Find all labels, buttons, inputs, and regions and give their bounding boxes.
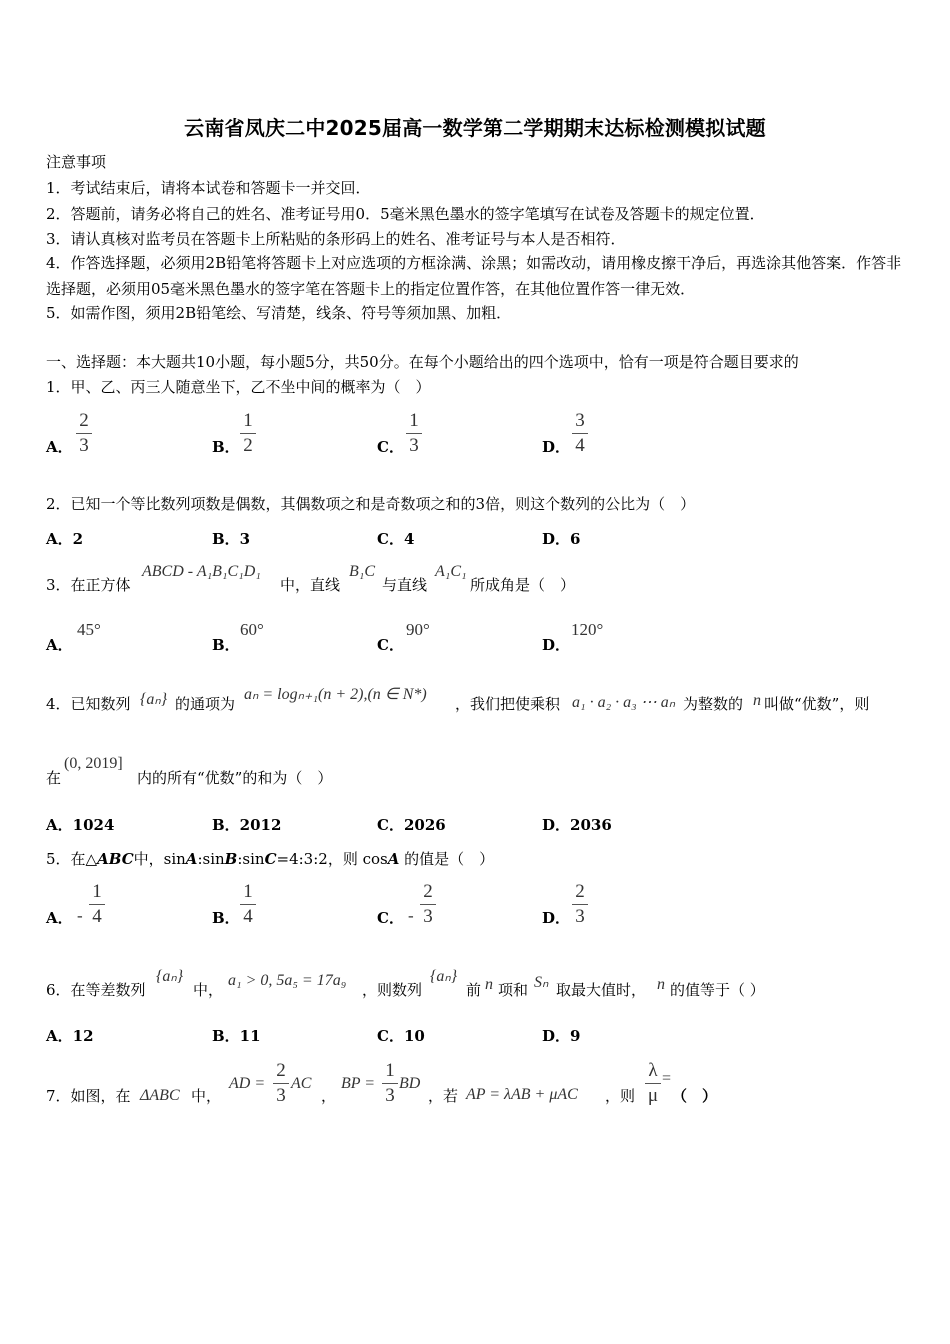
q7-stem-1: 7．如图，在 [46,1087,131,1105]
q6-option-d: D．9 [542,1027,581,1045]
q4-stem-7: 内的所有“优数”的和为（ ） [137,769,333,787]
note-item-3: 3．请认真核对监考员在答题卡上所粘贴的条形码上的姓名、准考证号与本人是否相符． [46,230,626,248]
q6-n: n [485,976,493,993]
q1-option-a-fraction: 2 3 [76,410,92,457]
q3-option-d-label: D． [542,636,571,654]
q5-option-c-label: C． [377,909,404,927]
q5-option-a-label: A． [46,909,73,927]
q7-stem-3: ， [321,1087,337,1105]
note-item-4: 4．作答选择题，必须用2B铅笔将答题卡上对应选项的方框涂满、涂黑；如需改动，请用橡皮擦干净后，再选涂其他答案．作答非选择题，必须用05毫米黑色墨水的签字笔在答题卡上的指定位置作答，在其他位置作答一律无效． [46,254,902,298]
q7-ratio-fraction: λ μ [645,1060,661,1107]
q6-stem-2: 中， [193,981,224,999]
q3-option-a-value: 45° [77,620,101,639]
q4-option-c: C．2026 [377,816,446,834]
q1-stem: 1．甲、乙、丙三人随意坐下，乙不坐中间的概率为（ ） [46,378,431,396]
q1-option-a-label: A． [46,438,73,456]
q5-stem: 5．在△ABC中，sinA:sinB:sinC=4:3:2，则 cosA 的值是（ ） [46,850,495,868]
q6-stem-1: 6．在等差数列 [46,981,146,999]
q4-stem-3: ，我们把使乘积 [455,695,561,713]
q6-stem-4: 前 [466,981,482,999]
q3-stem-4: 所成角是（ ） [470,576,576,594]
q6-sequence-an-2: {aₙ} [430,968,458,985]
q6-option-b: B．11 [212,1027,261,1045]
q6-stem-5: 项和 [498,981,529,999]
q5-option-b-fraction: 1 4 [240,881,256,928]
q4-stem-5: 叫做“优数”，则 [764,695,870,713]
q5-option-b-label: B． [212,909,240,927]
q5-option-c-fraction: 2 3 [420,881,436,928]
q7-bp-fraction: 1 3 [382,1060,398,1107]
q3-line-b1c: B₁C [349,563,376,580]
q2-option-a: A．2 [46,530,84,548]
q7-equals: = [662,1070,672,1087]
q4-stem-1: 4．已知数列 [46,695,131,713]
q7-ad-rhs: AC [291,1075,312,1092]
q3-stem-2: 中，直线 [280,576,341,594]
q7-ap-expr: AP = λAB + μAC [466,1086,578,1103]
q3-stem-3: 与直线 [382,576,428,594]
notes-heading: 注意事项 [46,153,107,171]
q2-option-d: D．6 [542,530,581,548]
q1-option-d-label: D． [542,438,571,456]
q7-stem-5: ，则 [605,1087,636,1105]
q3-cube-expr: ABCD - A₁B₁C₁D₁ [142,563,261,580]
q1-option-d-fraction: 3 4 [572,410,588,457]
q3-option-d-value: 120° [571,620,604,639]
q4-n: n [753,692,761,709]
q3-option-b-label: B． [212,636,240,654]
q7-ad-fraction: 2 3 [273,1060,289,1107]
q3-option-a-label: A． [46,636,73,654]
q6-condition: a₁ > 0, 5a₅ = 17a₉ [228,972,347,989]
q1-option-b-fraction: 1 2 [240,410,256,457]
q2-option-b: B．3 [212,530,251,548]
q7-bp-rhs: BD [399,1075,421,1092]
q1-option-c-label: C． [377,438,404,456]
q5-option-a-sign: - [77,906,83,925]
q7-stem-4: ，若 [428,1087,459,1105]
q6-option-a: A．12 [46,1027,94,1045]
q5-option-d-fraction: 2 3 [572,881,588,928]
q5-option-d-label: D． [542,909,571,927]
q4-option-d: D．2036 [542,816,612,834]
q4-option-b: B．2012 [212,816,282,834]
q6-sn: Sₙ [534,974,549,991]
q5-option-c-sign: - [408,906,414,925]
q1-option-b-label: B． [212,438,240,456]
q6-sequence-an: {aₙ} [156,968,184,985]
q5-option-a-fraction: 1 4 [89,881,105,928]
q4-stem-6: 在 [46,769,62,787]
q3-stem-1: 3．在正方体 [46,576,131,594]
q4-option-a: A．1024 [46,816,115,834]
note-item-1: 1．考试结束后，请将本试卷和答题卡一并交回． [46,179,371,197]
note-item-5: 5．如需作图，须用2B铅笔绘、写清楚，线条、符号等须加黑、加粗． [46,304,512,322]
q4-sequence-an: {aₙ} [140,691,168,708]
q3-option-c-value: 90° [406,620,430,639]
q3-option-b-value: 60° [240,620,264,639]
q6-stem-6: 取最大值时， [556,981,647,999]
q7-stem-2: 中， [191,1087,222,1105]
q1-option-c-fraction: 1 3 [406,410,422,457]
note-item-2: 2．答题前，请务必将自己的姓名、准考证号用0．5毫米黑色墨水的签字笔填写在试卷及答题卡的规定位置． [46,205,765,223]
page-title: 云南省凤庆二中2025届高一数学第二学期期末达标检测模拟试题 [184,116,766,140]
q6-stem-3: ，则数列 [362,981,423,999]
q6-stem-7: 的值等于（ ） [670,981,765,999]
q7-bp-lhs: BP = [341,1075,376,1092]
section-heading: 一、选择题：本大题共10小题，每小题5分，共50分。在每个小题给出的四个选项中，恰有一项是符合题目要求的 [46,353,799,371]
q4-product: a₁ · a₂ · a₃ ⋯ aₙ [572,694,676,711]
q4-stem-4: 为整数的 [683,695,744,713]
q3-option-c-label: C． [377,636,404,654]
q7-triangle: ΔABC [140,1087,180,1104]
q7-stem-6: （ ） [672,1087,718,1105]
q7-ad-lhs: AD = [229,1075,266,1092]
q4-stem-2: 的通项为 [175,695,236,713]
q6-n-2: n [657,976,665,993]
q6-option-c: C．10 [377,1027,425,1045]
q2-option-c: C．4 [377,530,415,548]
q4-interval: (0, 2019] [64,755,123,772]
q4-general-term: aₙ = logₙ₊₁(n + 2),(n ∈ N*) [244,686,427,703]
q3-line-a1c1: A₁C₁ [435,563,467,580]
q2-stem: 2．已知一个等比数列项数是偶数，其偶数项之和是奇数项之和的3倍，则这个数列的公比为（ ） [46,495,696,513]
